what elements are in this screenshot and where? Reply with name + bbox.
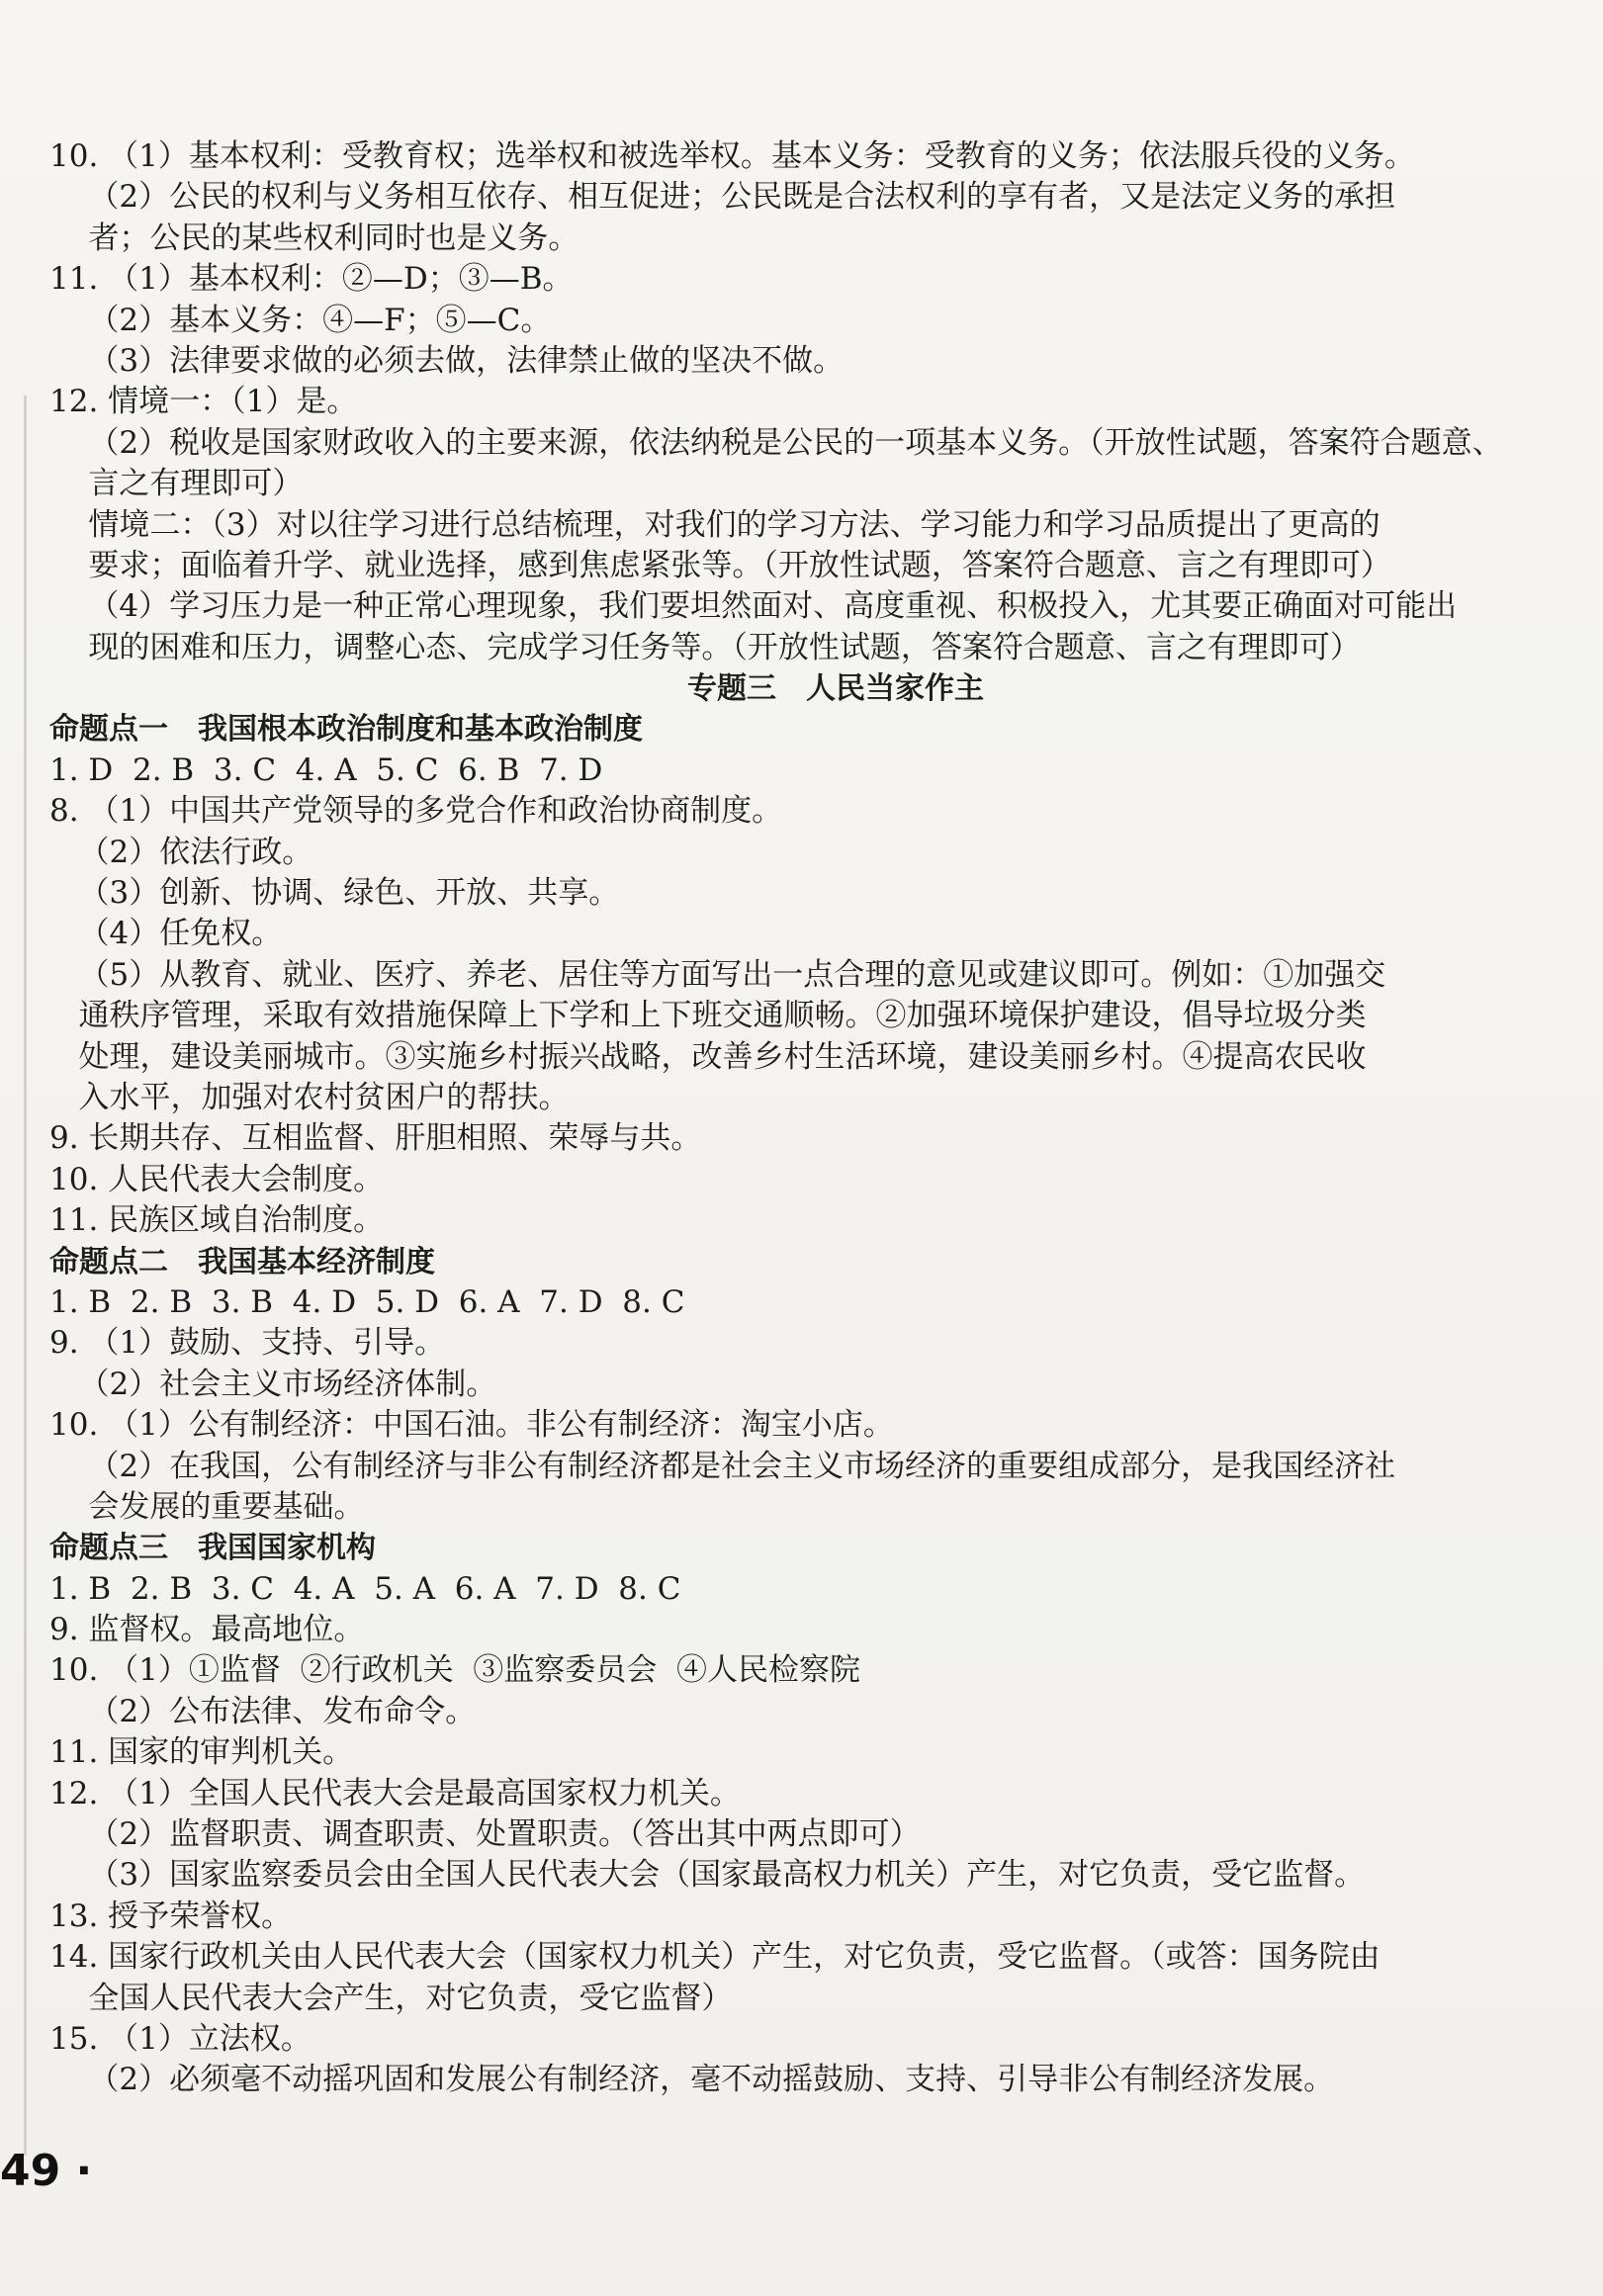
text-line: 1. D 2. B 3. C 4. A 5. C 6. B 7. D bbox=[49, 751, 603, 788]
text-line: 10. （1）①监督 ②行政机关 ③监察委员会 ④人民检察院 bbox=[49, 1652, 860, 1689]
text-line: 15. （1）立法权。 bbox=[49, 2020, 312, 2057]
text-line: 10. 人民代表大会制度。 bbox=[49, 1161, 385, 1197]
text-line: （2）税收是国家财政收入的主要来源，依法纳税是公民的一项基本义务。（开放性试题，答案符合题意、 bbox=[49, 424, 1503, 461]
text-line: 14. 国家行政机关由人民代表大会（国家权力机关）产生，对它负责，受它监督。（或答：国务院由 bbox=[49, 1939, 1380, 1976]
text-line: 入水平，加强对农村贫困户的帮扶。 bbox=[49, 1079, 570, 1115]
text-line: （2）在我国，公有制经济与非公有制经济都是社会主义市场经济的重要组成部分，是我国经济社 bbox=[49, 1448, 1396, 1484]
answer-content bbox=[49, 136, 1543, 2101]
text-line: 10. （1）公有制经济：中国石油。非公有制经济：淘宝小店。 bbox=[49, 1407, 894, 1444]
text-line: 9. 监督权。最高地位。 bbox=[49, 1612, 365, 1648]
text-line: 10. （1）基本权利：受教育权；选举权和被选举权。基本义务：受教育的义务；依法服兵役的义务。 bbox=[49, 138, 1415, 174]
text-line: （5）从教育、就业、医疗、养老、居住等方面写出一点合理的意见或建议即可。例如：①加强交 bbox=[49, 956, 1386, 993]
text-line: 处理，建设美丽城市。③实施乡村振兴战略，改善乡村生活环境，建设美丽乡村。④提高农民收 bbox=[49, 1038, 1367, 1075]
text-line: （2）公民的权利与义务相互依存、相互促进；公民既是合法权利的享有者，又是法定义务的承担 bbox=[49, 179, 1396, 216]
text-line: 13. 授予荣誉权。 bbox=[49, 1898, 293, 1934]
subsection-heading: 命题点二 我国基本经济制度 bbox=[49, 1244, 435, 1280]
text-line: （2）社会主义市场经济体制。 bbox=[49, 1366, 497, 1402]
text-line: 11. 国家的审判机关。 bbox=[49, 1734, 354, 1771]
text-line: （3）创新、协调、绿色、开放、共享。 bbox=[49, 875, 620, 912]
text-line: 要求；面临着升学、就业选择，感到焦虑紧张等。（开放性试题，答案符合题意、言之有理即可） bbox=[49, 547, 1391, 583]
text-line: （2）监督职责、调查职责、处置职责。（答出其中两点即可） bbox=[49, 1816, 921, 1853]
subsection-heading: 命题点三 我国国家机构 bbox=[49, 1531, 376, 1566]
text-line: （3）法律要求做的必须去做，法律禁止做的坚决不做。 bbox=[49, 342, 845, 379]
text-line: 者；公民的某些权利同时也是义务。 bbox=[49, 220, 579, 256]
text-line: 言之有理即可） bbox=[49, 466, 304, 502]
text-line: 全国人民代表大会产生，对它负责，受它监督） bbox=[49, 1980, 733, 2016]
text-line: （2）必须毫不动摇巩固和发展公有制经济，毫不动摇鼓励、支持、引导非公有制经济发展。 bbox=[49, 2062, 1335, 2098]
text-line: （2）公布法律、发布命令。 bbox=[49, 1693, 477, 1729]
text-line: 11. 民族区域自治制度。 bbox=[49, 1202, 385, 1239]
text-line: 8. （1）中国共产党领导的多党合作和政治协商制度。 bbox=[49, 793, 783, 830]
text-line: 12. 情境一：（1）是。 bbox=[49, 384, 358, 420]
text-line: 9. 长期共存、互相监督、肝胆相照、荣辱与共。 bbox=[49, 1120, 702, 1157]
text-line: 通秩序管理，采取有效措施保障上下学和上下班交通顺畅。②加强环境保护建设，倡导垃圾分类 bbox=[49, 998, 1367, 1034]
text-line: 现的困难和压力，调整心态、完成学习任务等。（开放性试题，答案符合题意、言之有理即可） bbox=[49, 629, 1361, 665]
text-line: 11. （1）基本权利：②—D；③—B。 bbox=[49, 261, 574, 298]
text-line: 1. B 2. B 3. C 4. A 5. A 6. A 7. D 8. C bbox=[49, 1570, 681, 1607]
text-line: 情境二：（3）对以往学习进行总结梳理，对我们的学习方法、学习能力和学习品质提出了更高的 bbox=[49, 506, 1380, 543]
text-line: 1. B 2. B 3. B 4. D 5. D 6. A 7. D 8. C bbox=[49, 1283, 685, 1320]
subsection-heading: 命题点一 我国根本政治制度和基本政治制度 bbox=[49, 712, 643, 748]
text-line: （4）学习压力是一种正常心理现象，我们要坦然面对、高度重视、积极投入，尤其要正确面对可能出 bbox=[49, 588, 1458, 625]
page-number: 49 · bbox=[0, 2146, 93, 2196]
section-title: 专题三 人民当家作主 bbox=[687, 671, 984, 707]
text-line: 9. （1）鼓励、支持、引导。 bbox=[49, 1325, 446, 1362]
text-line: （3）国家监察委员会由全国人民代表大会（国家最高权力机关）产生，对它负责，受它监督。 bbox=[49, 1857, 1366, 1894]
text-line: （2）基本义务：④—F；⑤—C。 bbox=[49, 302, 552, 338]
text-line: （2）依法行政。 bbox=[49, 834, 313, 870]
margin-rule bbox=[24, 396, 27, 2156]
text-line: 12. （1）全国人民代表大会是最高国家权力机关。 bbox=[49, 1775, 741, 1811]
text-line: 会发展的重要基础。 bbox=[49, 1488, 365, 1525]
text-line: （4）任免权。 bbox=[49, 916, 283, 952]
